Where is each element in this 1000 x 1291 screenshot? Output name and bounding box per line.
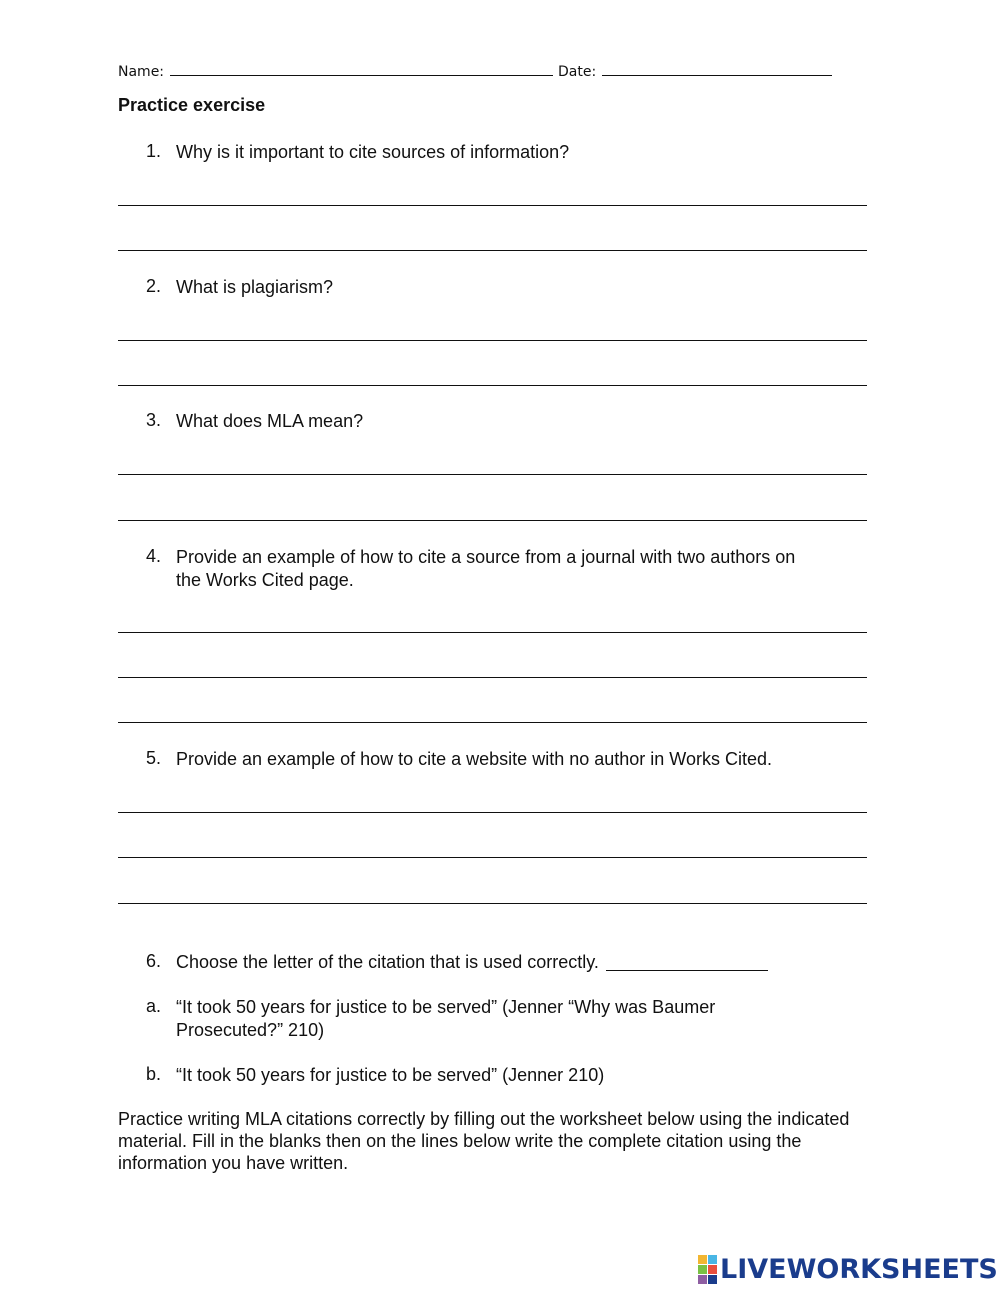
option-text-line1: “It took 50 years for justice to be served” (Jenner “Why was Baumer [176,997,716,1017]
question-text-line1: Provide an example of how to cite a source from a journal with two authors on [176,547,796,567]
name-label: Name: [118,64,165,80]
question-text: Why is it important to cite sources of information? [176,142,570,162]
question-4 [146,546,795,592]
date-blank[interactable] [602,60,832,76]
option-text: “It took 50 years for justice to be served” (Jenner 210) [176,1065,605,1085]
question-text: What does MLA mean? [176,411,364,431]
option-a [146,996,715,1042]
option-text-line2: Prosecuted?” 210) [176,1020,325,1040]
question-number: 4. [146,546,162,566]
question-text: What is plagiarism? [176,277,334,297]
question-3 [146,410,363,433]
section-title: Practice exercise [118,95,266,115]
answer-line[interactable] [118,722,867,723]
logo-mark-icon [698,1255,717,1284]
option-letter: a. [146,996,162,1016]
answer-line[interactable] [118,205,867,206]
answer-line[interactable] [118,520,867,521]
question-1 [146,141,569,164]
question-text-line2: the Works Cited page. [176,570,354,590]
option-b [146,1064,604,1087]
instructions-paragraph: Practice writing MLA citations correctly by filling out the worksheet below using the indicated material. Fill in the blanks then on the lines below write the complete citation using the information you have written. [118,1109,850,1173]
answer-line[interactable] [118,857,867,858]
question-number: 2. [146,276,162,296]
logo-text: LIVEWORKSHEETS [720,1254,998,1285]
question-number: 1. [146,141,162,161]
question-5 [146,748,772,771]
question-2 [146,276,333,299]
header-row [118,60,832,80]
liveworksheets-logo [698,1254,998,1285]
question-6 [146,951,768,974]
question-number: 3. [146,410,162,430]
question-number: 6. [146,951,162,971]
answer-line[interactable] [118,903,867,904]
option-letter: b. [146,1064,162,1084]
question-text: Choose the letter of the citation that is used correctly. [176,952,599,972]
answer-line[interactable] [118,385,867,386]
question-number: 5. [146,748,162,768]
answer-line[interactable] [118,812,867,813]
question-text: Provide an example of how to cite a website with no author in Works Cited. [176,749,772,769]
date-label: Date: [558,64,597,80]
answer-blank[interactable] [606,951,768,971]
answer-line[interactable] [118,250,867,251]
answer-line[interactable] [118,677,867,678]
answer-line[interactable] [118,632,867,633]
answer-line[interactable] [118,474,867,475]
answer-line[interactable] [118,340,867,341]
name-blank[interactable] [170,60,553,76]
